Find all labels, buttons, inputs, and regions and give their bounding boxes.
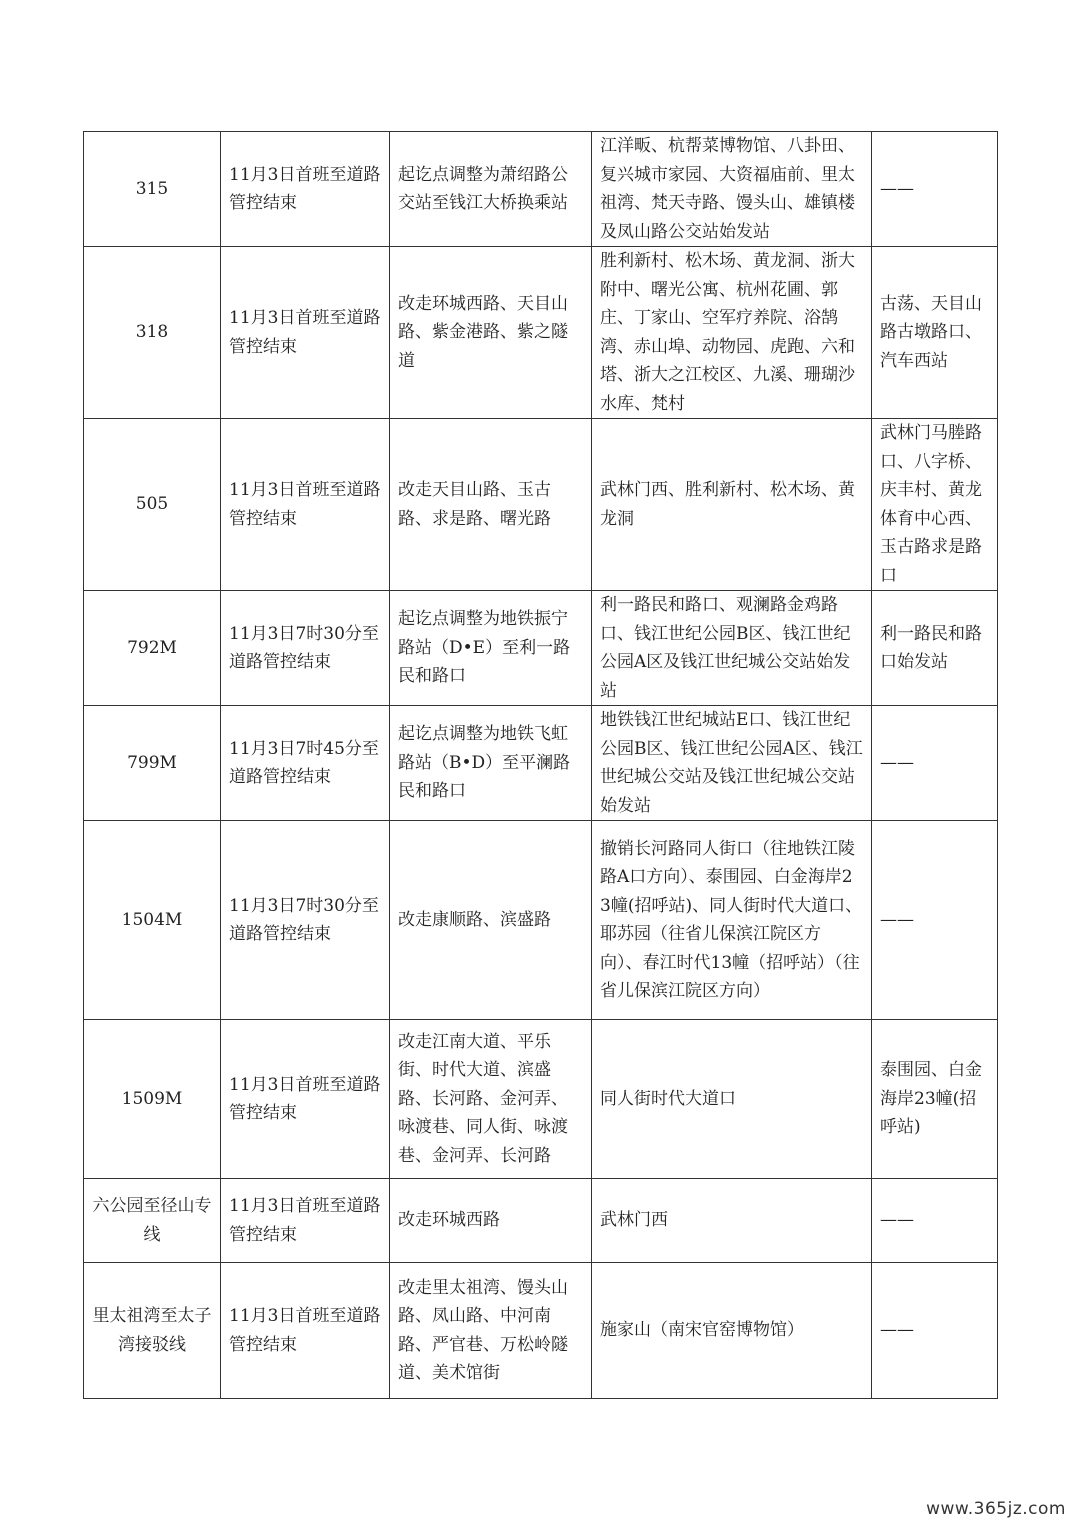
route-cell: 799M	[84, 706, 221, 821]
suspended-stops-cell: 施家山（南宋官窑博物馆）	[592, 1263, 872, 1399]
temporary-stops-cell: 古荡、天目山路古墩路口、汽车西站	[872, 247, 998, 419]
temporary-stops-cell: ——	[872, 132, 998, 247]
table-row	[84, 419, 998, 591]
table-body	[84, 132, 998, 1399]
route-change-cell: 改走环城西路	[390, 1179, 592, 1263]
route-change-cell: 改走康顺路、滨盛路	[390, 821, 592, 1020]
route-adjustment-table	[83, 131, 998, 1399]
suspended-stops-cell: 武林门西、胜利新村、松木场、黄龙洞	[592, 419, 872, 591]
temporary-stops-cell: 泰围园、白金海岸23幢(招呼站)	[872, 1020, 998, 1179]
route-cell: 792M	[84, 591, 221, 706]
temporary-stops-cell: ——	[872, 1263, 998, 1399]
temporary-stops-cell: 武林门马塍路口、八字桥、庆丰村、黄龙体育中心西、玉古路求是路口	[872, 419, 998, 591]
time-cell: 11月3日首班至道路管控结束	[221, 1179, 390, 1263]
table-row	[84, 591, 998, 706]
time-cell: 11月3日首班至道路管控结束	[221, 247, 390, 419]
table-row	[84, 821, 998, 1020]
route-change-cell: 改走江南大道、平乐街、时代大道、滨盛路、长河路、金河弄、咏渡巷、同人街、咏渡巷、金河弄、长河路	[390, 1020, 592, 1179]
suspended-stops-cell: 利一路民和路口、观澜路金鸡路口、钱江世纪公园B区、钱江世纪公园A区及钱江世纪城公交站始发站	[592, 591, 872, 706]
table-row	[84, 1020, 998, 1179]
suspended-stops-cell: 撤销长河路同人街口（往地铁江陵路A口方向）、泰围园、白金海岸23幢(招呼站)、同人街时代大道口、耶苏园（往省儿保滨江院区方向）、春江时代13幢（招呼站）（往省儿保滨江院区方向）	[592, 821, 872, 1020]
time-cell: 11月3日7时30分至道路管控结束	[221, 591, 390, 706]
suspended-stops-cell: 胜利新村、松木场、黄龙洞、浙大附中、曙光公寓、杭州花圃、郭庄、丁家山、空军疗养院、浴鹄湾、赤山埠、动物园、虎跑、六和塔、浙大之江校区、九溪、珊瑚沙水库、梵村	[592, 247, 872, 419]
time-cell: 11月3日首班至道路管控结束	[221, 419, 390, 591]
route-change-cell: 起讫点调整为地铁振宁路站（D•E）至利一路民和路口	[390, 591, 592, 706]
suspended-stops-cell: 江洋畈、杭帮菜博物馆、八卦田、复兴城市家园、大资福庙前、里太祖湾、梵天寺路、馒头山、雄镇楼及凤山路公交站始发站	[592, 132, 872, 247]
route-change-cell: 改走环城西路、天目山路、紫金港路、紫之隧道	[390, 247, 592, 419]
temporary-stops-cell: ——	[872, 706, 998, 821]
time-cell: 11月3日7时45分至道路管控结束	[221, 706, 390, 821]
time-cell: 11月3日首班至道路管控结束	[221, 1263, 390, 1399]
route-change-cell: 起讫点调整为地铁飞虹路站（B•D）至平澜路民和路口	[390, 706, 592, 821]
route-change-cell: 改走天目山路、玉古路、求是路、曙光路	[390, 419, 592, 591]
route-cell: 里太祖湾至太子湾接驳线	[84, 1263, 221, 1399]
time-cell: 11月3日首班至道路管控结束	[221, 132, 390, 247]
suspended-stops-cell: 地铁钱江世纪城站E口、钱江世纪公园B区、钱江世纪公园A区、钱江世纪城公交站及钱江世纪城公交站始发站	[592, 706, 872, 821]
suspended-stops-cell: 武林门西	[592, 1179, 872, 1263]
watermark: www.365jz.com	[926, 1499, 1066, 1519]
table-row	[84, 132, 998, 247]
route-change-cell: 起讫点调整为萧绍路公交站至钱江大桥换乘站	[390, 132, 592, 247]
time-cell: 11月3日7时30分至道路管控结束	[221, 821, 390, 1020]
route-cell: 315	[84, 132, 221, 247]
route-cell: 318	[84, 247, 221, 419]
route-change-cell: 改走里太祖湾、馒头山路、凤山路、中河南路、严官巷、万松岭隧道、美术馆街	[390, 1263, 592, 1399]
route-cell: 505	[84, 419, 221, 591]
temporary-stops-cell: ——	[872, 821, 998, 1020]
temporary-stops-cell: ——	[872, 1179, 998, 1263]
table-row	[84, 1179, 998, 1263]
suspended-stops-cell: 同人街时代大道口	[592, 1020, 872, 1179]
time-cell: 11月3日首班至道路管控结束	[221, 1020, 390, 1179]
table-row	[84, 247, 998, 419]
temporary-stops-cell: 利一路民和路口始发站	[872, 591, 998, 706]
table-row	[84, 1263, 998, 1399]
route-cell: 六公园至径山专线	[84, 1179, 221, 1263]
table-row	[84, 706, 998, 821]
route-cell: 1504M	[84, 821, 221, 1020]
route-cell: 1509M	[84, 1020, 221, 1179]
